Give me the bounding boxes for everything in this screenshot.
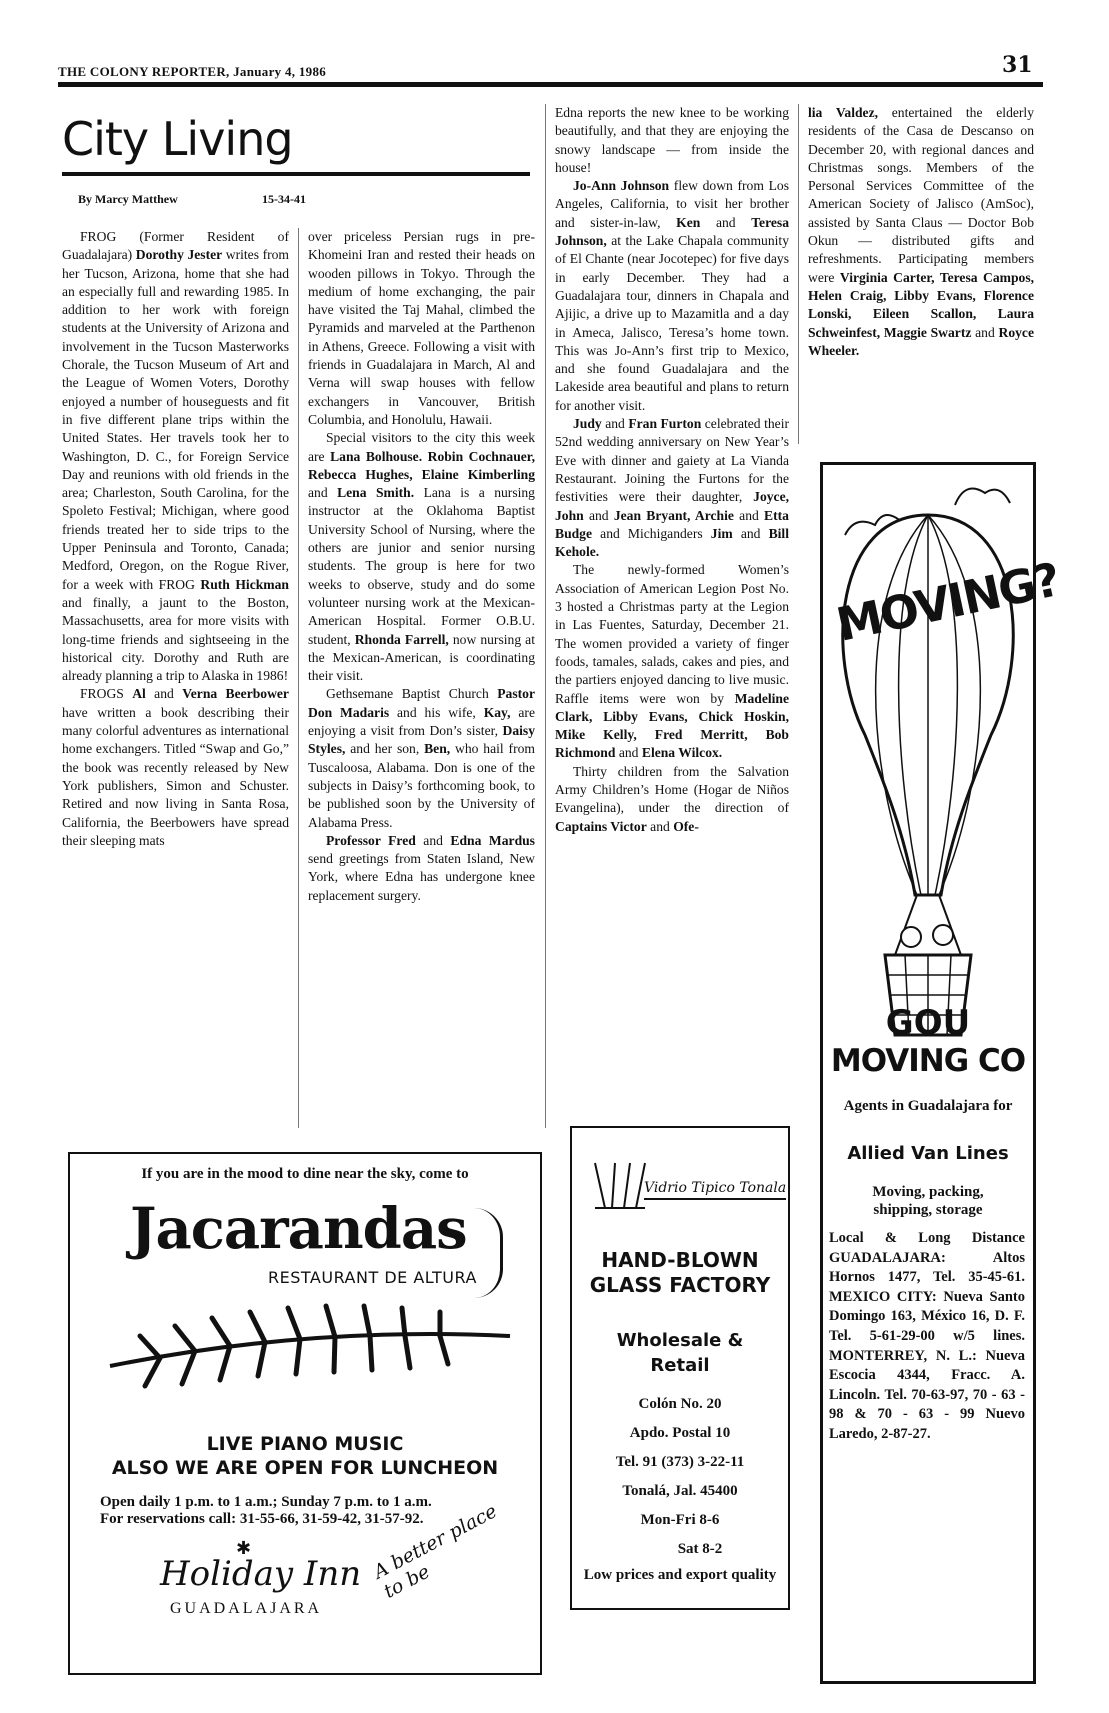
article-paragraph: Judy and Fran Furton celebrated their 52nd wedding anniversary on New Year’s Eve with dinner and gaiety at La Vianda Restaurant. Joining the Furtons for the festivities were their daughter, Joyce, John and Jean Bryant, Archie and Etta Budge and Michiganders Jim and Bill Kehole. [555, 416, 789, 560]
glassware-icon [590, 1158, 650, 1214]
moving-ad [820, 462, 1064, 1684]
jacarandas-name: Jacarandas [130, 1196, 467, 1262]
top-rule [58, 82, 1043, 87]
jacarandas-ad [68, 1152, 542, 1675]
column-rule [798, 104, 799, 444]
glass-line: Colón No. 20 [638, 1396, 722, 1412]
article-paragraph: Edna reports the new knee to be working beautifully, and that they are enjoying the snowy landscape — from inside the house! [555, 105, 789, 175]
jacarandas-line2: ALSO WE ARE OPEN FOR LUNCHEON [111, 1457, 499, 1479]
glass-line: Apdo. Postal 10 [629, 1425, 731, 1441]
article-column-4 [808, 104, 1034, 360]
holiday-inn-logo: Holiday Inn [160, 1554, 362, 1594]
article-paragraph: FROG (Former Resident of Guadalajara) Dorothy Jester writes from her Tucson, Arizona, home that she had an especially full and rewarding 1985. In addition to her work with foreign students at the University of Arizona and involvement in the Tucson Masterworks Chorale, the Tucson Museum of Art and the League of Women Voters, Dorothy enjoyed a number of houseguests and fit in five different plane trips within the United States. Her travels took her to Washington, D. C., for Foreign Service Day and reunions with old friends in the area; Charleston, South Carolina, for the Spoleto Festival; Michigan, where good friends treated her to side trips to the Upper Peninsula and Toronto, Canada; Medford, Oregon, on the Rogue River, for a week with FROG Ruth Hickman and finally, a jaunt to the Boston, Massachusetts, area for more visits with long-time friends and sightseeing in the historical city. Dorothy and Ruth are already planning a trip to Alaska in 1986! [62, 229, 289, 684]
jacarandas-reservations: For reservations call: 31-55-66, 31-59-42, 31-57-92. [100, 1511, 424, 1527]
column-rule [545, 104, 546, 1128]
glass-factory-ad [570, 1126, 790, 1610]
section-title: City Living [62, 112, 293, 166]
article-paragraph: Gethsemane Baptist Church Pastor Don Madaris and his wife, Kay, are enjoying a visit from Don’s sister, Daisy Styles, and her son, Ben, who hail from Tuscaloosa, Alabama. Don is one of the subjects in Daisy’s forthcoming book, to be published soon by the University of Alabama Press. [308, 686, 535, 830]
glass-line: Mon-Fri 8-6 [640, 1512, 720, 1528]
article-paragraph: Special visitors to the city this week are Lana Bolhouse. Robin Cochnauer, Rebecca Hughes, Elaine Kimberling and Lena Smith. Lana is a nursing instructor at the Oklahoma Baptist University School of Nursing, where the others are junior and senior nursing students. The group is here for two weeks to observe, study and do some volunteer nursing work at the Mexican-American Hospital. Former O.B.U. student, Rhonda Farrell, now nursing at the Mexican-American, is coordinating their visit. [308, 430, 535, 684]
masthead: THE COLONY REPORTER, January 4, 1986 [58, 64, 327, 79]
moving-balloon-text: MOVING? [831, 552, 1064, 652]
allied-van-lines: Allied Van Lines [847, 1143, 1009, 1164]
article-paragraph: over priceless Persian rugs in pre-Khomeini Iran and rested their heads on wooden pillows in Tokyo. Through the medium of home exchanging, the pair have visited the Taj Mahal, climbed the Pyramids and marveled at the Parthenon in Athens, Greece. Following a visit with friends in Guadalajara in March, Al and Verna will swap houses with fellow exchangers in Vancouver, British Columbia, and Honolulu, Hawaii. [308, 229, 535, 427]
glass-line: Sat 8-2 [677, 1541, 723, 1557]
gou-details: Local & Long Distance GUADALAJARA: Altos Hornos 1477, Tel. 35-45-61. MEXICO CITY: Nueva Santo Domingo 163, México 16, D. F. Tel. 5-61-29-00 w/5 lines. MONTERREY, N. L.: Nueva Escocia 4344, Fracc. A. Lincoln. Tel. 70-63-97, 70 - 63 - 98 & 70 - 63 - 99 Nuevo Laredo, 2-87-27. [829, 1230, 1025, 1442]
article-paragraph: FROGS Al and Verna Beerbower have written a book describing their many colorful adventures as international home exchangers. Titled “Swap and Go,” the book was recently released by New York publishers, Simon and Schuster. Retired and now living in Santa Rosa, California, the Beerbowers have spread their sleeping mats [62, 686, 289, 848]
glass-script-logo: Vidrio Tipico Tonala [644, 1180, 786, 1200]
glass-subheading: Wholesale & Retail [616, 1330, 744, 1376]
article-column-1 [62, 228, 289, 850]
jacarandas-tagline: If you are in the mood to dine near the sky, come to [141, 1166, 469, 1182]
jacarandas-subtitle: RESTAURANT DE ALTURA [268, 1268, 477, 1287]
page-number: 31 [1002, 52, 1033, 78]
glass-heading: HAND-BLOWN GLASS FACTORY [589, 1248, 771, 1297]
gou-agents: Agents in Guadalajara for [843, 1098, 1013, 1114]
jacarandas-swoosh [474, 1208, 503, 1298]
gou-services: Moving, packing, shipping, storage [872, 1184, 984, 1218]
article-column-2 [308, 228, 535, 905]
article-paragraph: lia Valdez, entertained the elderly residents of the Casa de Descanso on December 20, with regional dances and Christmas songs. Members of the Personal Services Committee of the American Society of Jalisco (AmSoc), assisted by Santa Claus — Doctor Bob Okun — distributed gifts and refreshments. Participating members were Virginia Carter, Teresa Campos, Helen Craig, Libby Evans, Florence Lonski, Eileen Scallon, Laura Schweinfest, Maggie Swartz and Royce Wheeler. [808, 105, 1035, 358]
star-icon: ✱ [236, 1538, 252, 1559]
glass-footer: Low prices and export quality [583, 1567, 777, 1583]
article-paragraph: The newly-formed Women’s Association of American Legion Post No. 3 hosted a Christmas party at the Legion in Las Fuentes, Saturday, December 21. The women provided a variety of finger foods, tamales, salads, cakes and pies, and the partiers enjoyed dancing to live music. Raffle items were won by Madeline Clark, Libby Evans, Chick Hoskin, Mike Kelly, Fred Merritt, Bob Richmond and Elena Wilcox. [555, 562, 789, 761]
glass-address [572, 1390, 788, 1564]
article-column-3 [555, 104, 789, 836]
jacarandas-line1: LIVE PIANO MUSIC [206, 1433, 404, 1455]
byline: By Marcy Matthew [78, 192, 178, 206]
article-paragraph: Thirty children from the Salvation Army Children’s Home (Hogar de Niños Evangelina), under the direction of Captains Victor and Ofe- [555, 763, 789, 834]
gou-name-2: MOVING CO [830, 1043, 1026, 1079]
holiday-inn-city: GUADALAJARA [170, 1600, 323, 1617]
title-rule [62, 172, 530, 176]
jacarandas-hours: Open daily 1 p.m. to 1 a.m.; Sunday 7 p.m. to 1 a.m. [100, 1494, 432, 1510]
palm-leaf-icon [100, 1296, 520, 1406]
glass-line: Tel. 91 (373) 3-22-11 [615, 1454, 745, 1470]
column-rule [298, 228, 299, 1128]
gou-name-1: GOU [885, 1003, 971, 1043]
article-paragraph: Jo-Ann Johnson flew down from Los Angeles, California, to visit her brother and sister-in-law, Ken and Teresa Johnson, at the Lake Chapala community of El Chante (near Jocotepec) for five days in early December. They had a Guadalajara tour, dinners in Chapala and Ajijic, a drive up to Mazamitla and a day in Ameca, Jalisco, Teresa’s home town. This was Jo-Ann’s first trip to Mexico, and she found Guadalajara and the Lakeside area beautiful and plans to return for another visit. [555, 178, 789, 413]
glass-line: Tonalá, Jal. 45400 [622, 1483, 738, 1499]
holiday-inn-slogan: A better place to be [370, 1500, 501, 1603]
article-paragraph: Professor Fred and Edna Mardus send greetings from Staten Island, New York, where Edna has undergone knee replacement surgery. [308, 832, 535, 903]
byline-phone: 15-34-41 [262, 192, 306, 206]
